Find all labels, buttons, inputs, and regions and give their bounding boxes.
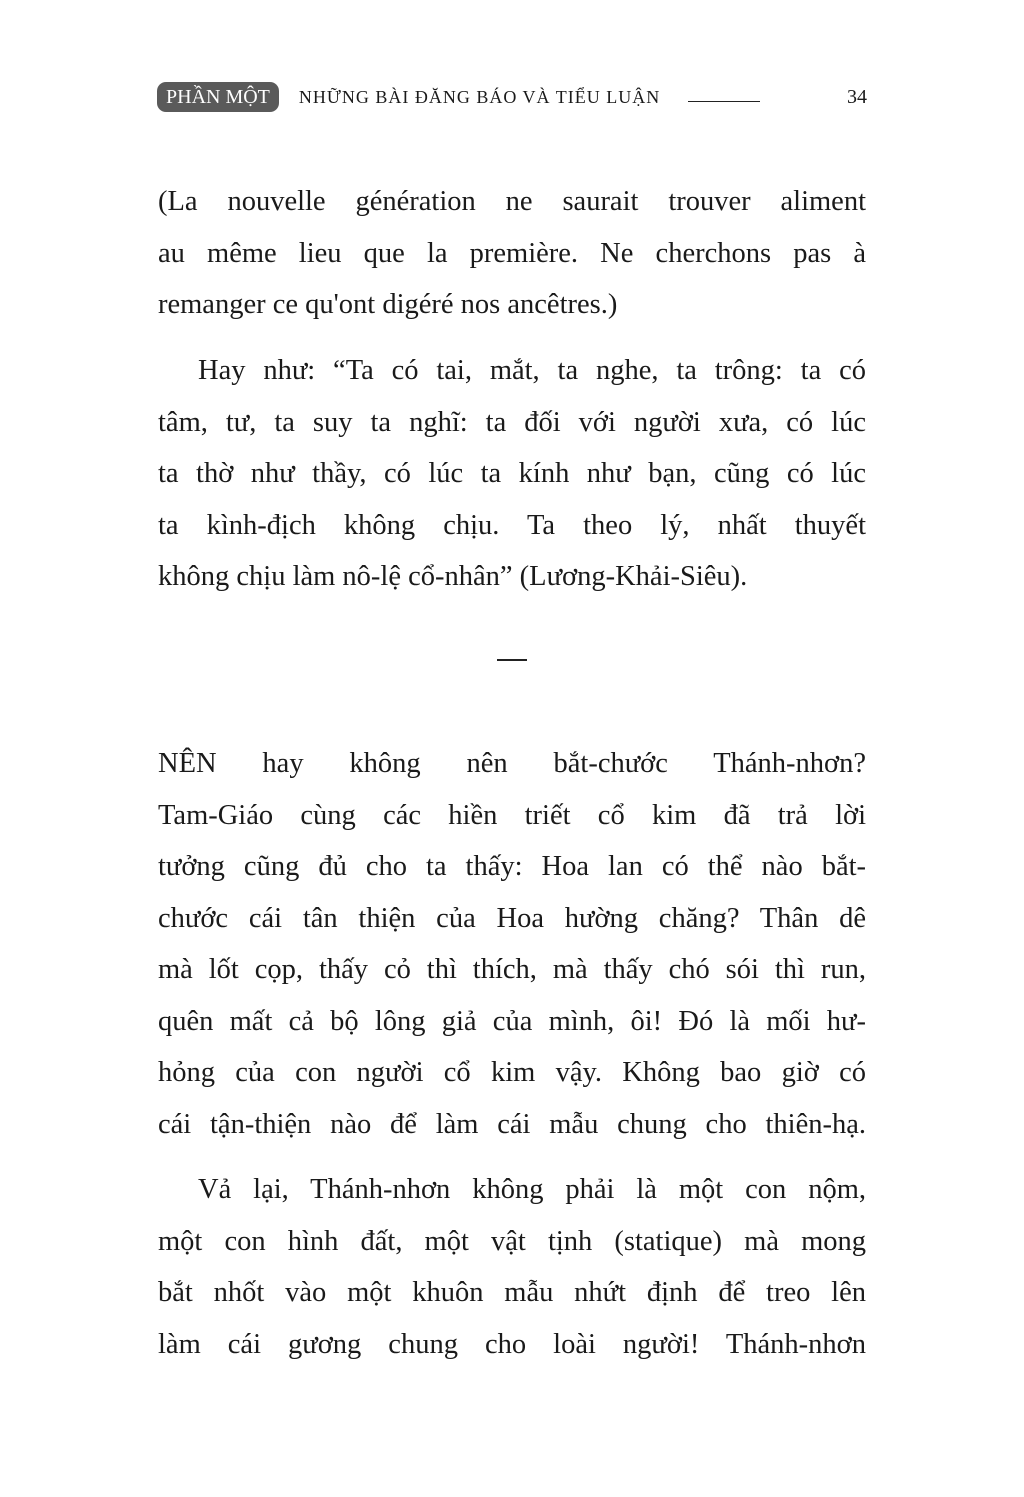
text-line: au même lieu que la première. Ne cherchons pas à bbox=[158, 237, 866, 269]
text-line: bắt nhốt vào một khuôn mẫu nhứt định để treo lên bbox=[158, 1277, 866, 1308]
header-rule bbox=[688, 101, 760, 102]
text-line: remanger ce qu'ont digéré nos ancêtres.) bbox=[158, 289, 618, 320]
text-line: Vả lại, Thánh-nhơn không phải là một con nộm, bbox=[198, 1174, 866, 1205]
text-line: tưởng cũng đủ cho ta thấy: Hoa lan có thể nào bắt- bbox=[158, 851, 866, 882]
text-line: tâm, tư, ta suy ta nghĩ: ta đối với người xưa, có lúc bbox=[158, 406, 866, 438]
running-title: NHỮNG BÀI ĐĂNG BÁO VÀ TIỂU LUẬN bbox=[298, 86, 661, 107]
paragraph-quote-luong-khai-sieu bbox=[158, 345, 866, 603]
text-line: ta kình-địch không chịu. Ta theo lý, nhất thuyết bbox=[158, 509, 866, 541]
page-header bbox=[157, 80, 867, 114]
text-line: mà lốt cọp, thấy cỏ thì thích, mà thấy chó sói thì run, bbox=[158, 954, 866, 985]
paragraph-french-quote bbox=[158, 176, 866, 331]
text-line: Hay như: “Ta có tai, mắt, ta nghe, ta trông: ta có bbox=[198, 355, 866, 386]
text-line: ta thờ như thầy, có lúc ta kính như bạn, cũng có lúc bbox=[158, 458, 866, 489]
text-line: hỏng của con người cổ kim vậy. Không bao giờ có bbox=[158, 1057, 866, 1088]
text-line: làm cái gương chung cho loài người! Thánh-nhơn bbox=[158, 1328, 866, 1360]
paragraph-section-start bbox=[158, 738, 866, 1150]
text-line: Tam-Giáo cùng các hiền triết cổ kim đã trả lời bbox=[158, 799, 866, 831]
page-number: 34 bbox=[847, 85, 867, 108]
text-line: không chịu làm nô-lệ cổ-nhân” (Lương-Khải-Siêu). bbox=[158, 561, 748, 592]
section-separator bbox=[497, 659, 527, 661]
paragraph-continuation bbox=[158, 1164, 866, 1370]
part-badge: PHẦN MỘT bbox=[157, 82, 279, 112]
text-line: một con hình đất, một vật tịnh (statique) mà mong bbox=[158, 1225, 866, 1257]
text-line: chước cái tân thiện của Hoa hường chăng? Thân dê bbox=[158, 902, 866, 934]
text-line: quên mất cả bộ lông giả của mình, ôi! Đó là mối hư- bbox=[158, 1005, 866, 1037]
text-line: cái tận-thiện nào để làm cái mẫu chung cho thiên-hạ. bbox=[158, 1108, 866, 1140]
text-line: NÊN hay không nên bắt-chước Thánh-nhơn? bbox=[158, 748, 866, 779]
text-line: (La nouvelle génération ne saurait trouver aliment bbox=[158, 186, 866, 217]
